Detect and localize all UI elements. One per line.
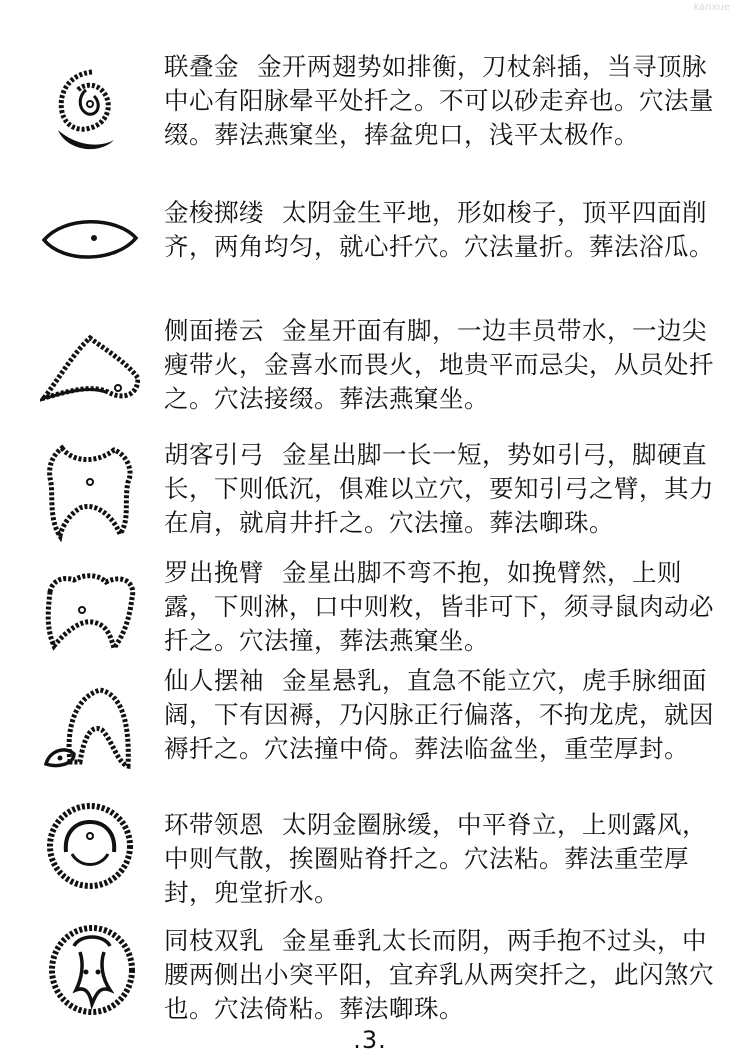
huan-dai-ling-en-icon: [40, 796, 140, 896]
entry-body: 金星悬乳，直急不能立穴，虎手脉细面阔，下有因褥，乃闪脉正行偏落，不拘龙虎，就因褥扦之。穴法撞中倚。葬法临盆坐，重茔厚封。: [164, 666, 714, 763]
entry-text: [164, 664, 724, 766]
hu-ke-yin-gong-icon: [40, 442, 140, 542]
lian-die-jin-icon: [40, 64, 140, 164]
entry-text: [164, 438, 724, 540]
entry-text: [164, 50, 724, 152]
entry-body: 金开两翅势如排衡，刀杖斜插，当寻顶脉中心有阳脉晕平处扦之。不可以砂走弃也。穴法量缀。葬法燕窠坐，捧盆兜口，浅平太极作。: [164, 52, 714, 149]
entry-text: [164, 924, 724, 1026]
entry-body: 太阴金生平地，形如梭子，顶平四面削齐，两角均匀，就心扦穴。穴法量折。葬法浴瓜。: [164, 198, 714, 261]
entry-body: 金星出脚不弯不抱，如挽臂然，上则露，下则淋，口中则敉，皆非可下，须寻鼠肉动必扦之。穴法撞，葬法燕窠坐。: [164, 558, 714, 655]
corner-watermark: kanxue: [693, 2, 730, 13]
entry-text: [164, 808, 724, 910]
entry-text: [164, 314, 724, 416]
luo-chu-wan-bi-icon: [40, 562, 140, 662]
entry-text: [164, 556, 724, 658]
tong-zhi-shuang-ru-icon: [40, 916, 140, 1016]
page-number: .3.: [353, 1026, 387, 1054]
entry-body: 金星垂乳太长而阴，两手抱不过头，中腰两侧出小突平阳，宜弃乳从两突扦之，此闪煞穴也。穴法倚粘。葬法啣珠。: [164, 926, 714, 1023]
entry-title: 仙人摆袖: [164, 666, 264, 695]
entry-title: 金梭掷缕: [164, 198, 264, 227]
entry-title: 环带领恩: [164, 810, 264, 839]
entry-title: 罗出挽臂: [164, 558, 264, 587]
entry-body: 金星开面有脚，一边丰员带水，一边尖瘦带火，金喜水而畏火，地贵平而忌尖，从员处扦之。穴法接缀。葬法燕窠坐。: [164, 316, 714, 413]
entry-body: 金星出脚一长一短，势如引弓，脚硬直长，下则低沉，俱难以立穴，要知引弓之臂，其力在肩，就肩井扦之。穴法撞。葬法啣珠。: [164, 440, 714, 537]
entry-title: 胡客引弓: [164, 440, 264, 469]
entry-text: [164, 196, 724, 264]
entry-title: 侧面捲云: [164, 316, 264, 345]
xian-ren-bai-xiu-icon: [40, 680, 140, 780]
entry-title: 同枝双乳: [164, 926, 264, 955]
ce-mian-juan-yun-icon: [40, 322, 140, 422]
jin-suo-zhi-lv-icon: [40, 192, 140, 292]
entry-title: 联叠金: [164, 52, 239, 81]
entry-body: 太阴金圈脉缓，中平脊立，上则露风，中则气散，挨圈贴脊扦之。穴法粘。葬法重茔厚封，兜堂折水。: [164, 810, 707, 907]
